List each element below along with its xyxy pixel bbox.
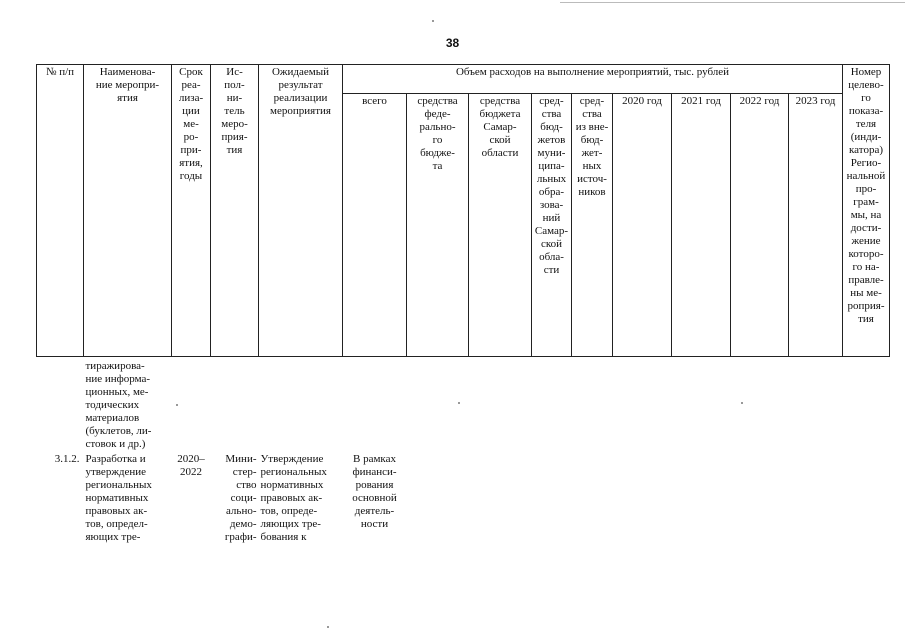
header-2022: 2022 год [731,94,789,357]
header-result: Ожидаемый результат реализации мероприятия [259,65,343,357]
activities-table [36,64,890,545]
header-name: Наименова- ние меропри- ятия [84,65,172,357]
continuation-name: тиражирова- ние информа- ционных, ме- тодических материалов (буклетов, ли- стовок и др.) [85,360,152,450]
top-border-line [560,2,905,3]
continuation-row [37,357,890,453]
header-federal: средства феде- рально- го бюдже- та [407,94,469,357]
table-row [37,452,890,545]
scan-speck [741,402,743,404]
header-2023: 2023 год [789,94,843,357]
row-term: 2020– 2022 [177,453,205,478]
header-indicator: Номер целево- го показа- теля (инди- катора) Регио- нальной про- грам- мы, на дости- жение которо- го на- правле- ны ме- роприя- тия [843,65,890,357]
header-term: Срок реа- лиза- ции ме- ро- при- ятия, годы [172,65,211,357]
header-municipal: сред- ства бюд- жетов муни- ципа- льных обра- зова- ний Самар- ской обла- сти [532,94,572,357]
header-total: всего [343,94,407,357]
header-2020: 2020 год [613,94,672,357]
table-header [37,65,890,357]
row-executor: Мини- стер- ство соци- ально- демо- графи- [224,453,257,543]
row-total: В рамках финанси- рования основной деятель- ности [352,453,397,530]
header-volume: Объем расходов на выполнение мероприятий, тыс. рублей [343,65,843,94]
row-name: Разработка и утверждение региональных нормативных правовых ак- тов, определ- яющих тре- [85,453,152,543]
header-offbudget: сред- ства из вне- бюд- жет- ных источ- ников [572,94,613,357]
row-result: Утверждение региональных нормативных правовых ак- тов, опреде- ляющих тре- бования к [260,453,327,543]
row-num: 3.1.2. [54,453,80,465]
header-executor: Ис- пол- ни- тель меро- прия- тия [211,65,259,357]
scan-speck [327,626,329,628]
header-num: № п/п [37,65,84,357]
header-2021: 2021 год [672,94,731,357]
table-body [37,357,890,546]
page-number: 38 [445,36,460,50]
scan-speck [432,20,434,22]
scan-speck [176,404,178,406]
scan-speck [458,402,460,404]
header-regional: средства бюджета Самар- ской области [469,94,532,357]
